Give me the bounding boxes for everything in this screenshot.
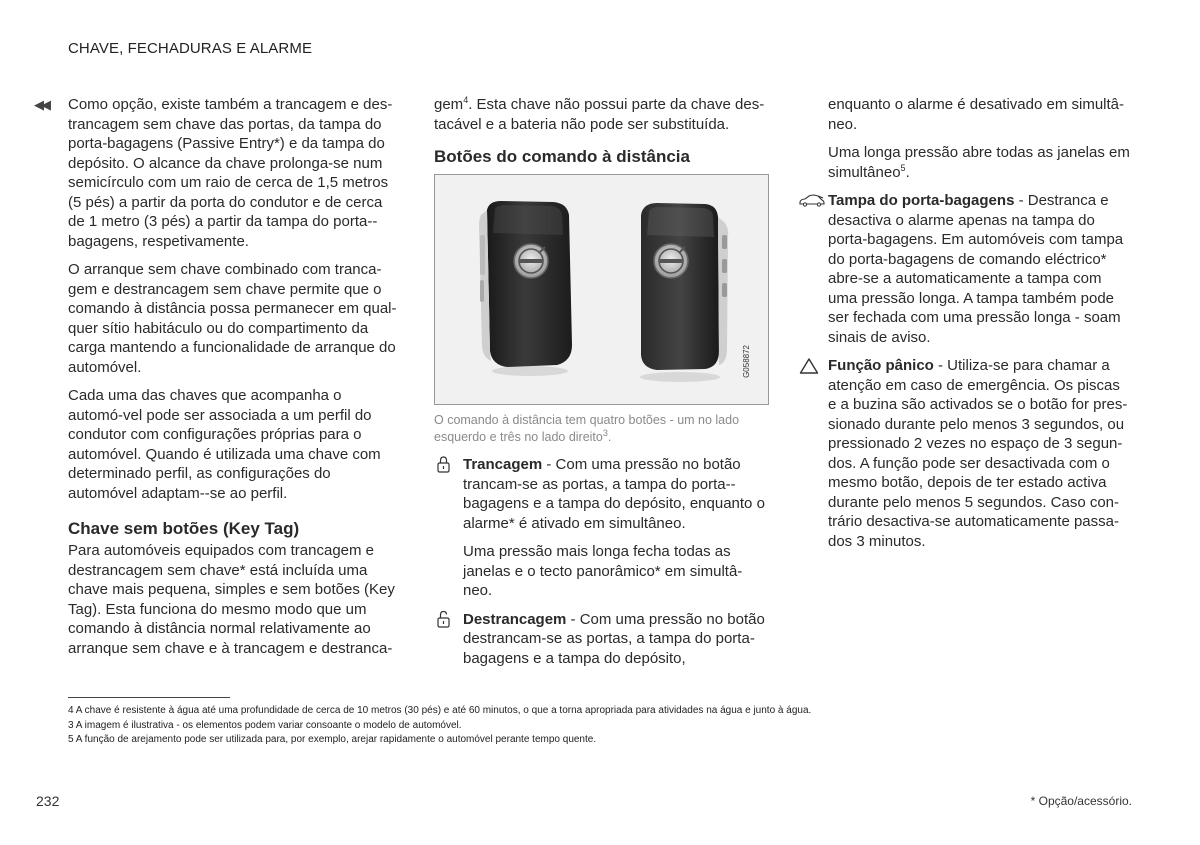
paragraph-driver-profile: Cada uma das chaves que acompanha o automó-vel pode ser associada a um perfil do condutor com configurações próprias para o automóvel. Quando é utilizada uma chave com determinado perfil, as configurações do automóvel adaptam--se ao perfil. [68, 387, 381, 502]
lock-text: - Com uma pressão no botão trancam-se as portas, a tampa do porta--bagagens e a tampa do depósito, enquanto o alarme* é ativado em simultâneo. [463, 456, 765, 532]
item-trunk [828, 191, 1132, 347]
heading-key-tag: Chave sem botões (Key Tag) [68, 519, 300, 538]
remote-key-illustration [435, 175, 768, 404]
page-header: CHAVE, FECHADURAS E ALARME [68, 40, 313, 57]
figure-caption: O comando à distância tem quatro botões - um no lado esquerdo e três no lado direito$^3$. [434, 413, 740, 444]
remote-key-figure [434, 174, 769, 405]
column-right [828, 95, 1132, 560]
item-panic [828, 356, 1132, 551]
paragraph-key-tag-cont: gem$^4$. Esta chave não possui parte da chave des-tacável e a bateria não pode ser substituída. [434, 95, 765, 133]
page-number: 232 [36, 793, 60, 809]
lock-title: Trancagem [463, 456, 543, 473]
footnote-3: 3 A imagem é ilustrativa - os elementos podem variar consoante o modelo de automóvel. [68, 719, 462, 731]
car-trunk-icon [798, 191, 826, 211]
paragraph-keyless-start: O arranque sem chave combinado com tranca-gem e destrancagem sem chave permite que o comando à distância possa permanecer em qual-quer sítio habitáculo ou do compartimento da carga mantendo a funcionalidade de arranque do automóvel. [68, 261, 397, 376]
paragraph-passive-entry: Como opção, existe também a trancagem e des-trancagem sem chave das portas, da tampa do porta-bagagens (Passive Entry*) e da tampa do depósito. O alcance da chave prolonga-se num semicírculo com um raio de cerca de 1,5 metros (5 pés) a partir da porta do condutor e de cerca de 1 metro (3 pés) a partir da tampa do porta--bagagens, respetivamente. [68, 96, 393, 250]
footnote-4: 4 A chave é resistente à água até uma profundidade de cerca de 10 metros (30 pés) e até 60 minutos, o que a torna apropriada para atividades na água e junto à água. [68, 705, 812, 716]
column-middle [434, 95, 770, 677]
figure-code: G058872 [741, 345, 751, 378]
footnote-5: 5 A função de arejamento pode ser utilizada para, por exemplo, arejar rapidamente o automóvel perante tempo quente. [68, 734, 597, 745]
heading-remote-buttons: Botões do comando à distância [434, 147, 690, 166]
warning-triangle-icon [798, 356, 820, 376]
continued-arrow-icon: ◀◀ [34, 97, 48, 112]
panic-title: Função pânico [828, 357, 934, 374]
unlock-icon [434, 610, 456, 630]
item-lock-long: Uma pressão mais longa fecha todas as janelas e o tecto panorâmico* em simultâ-neo. [463, 543, 743, 599]
item-lock [434, 455, 770, 533]
unlock-text: - Com uma pressão no botão destrancam-se as portas, a tampa do porta-bagagens e a tampa do depósito, [463, 610, 765, 667]
footnote-rule [68, 697, 230, 698]
panic-text: - Utiliza-se para chamar a atenção em caso de emergência. Os piscas e a buzina são activados se o botão for pres-sionado durante pelo menos 3 segundos, ou pressionado 2 vezes no espaço de 3 segun-dos. A função pode ser desactivada com o mesmo botão, depois de ter estado activa durante pelo menos 5 segundos. Caso con-trário desactiva-se automaticamente passa-dos 3 minutos. [828, 357, 1128, 550]
paragraph-unlock-cont: enquanto o alarme é desativado em simultâ-neo. [828, 96, 1125, 133]
optional-accessory-note: * Opção/acessório. [1030, 794, 1132, 808]
lock-icon [434, 455, 456, 475]
footnotes [68, 704, 1128, 748]
column-left [68, 95, 400, 667]
paragraph-long-press: Uma longa pressão abre todas as janelas em simultâneo$^5$. [828, 144, 1130, 181]
unlock-title: Destrancagem [463, 610, 567, 628]
paragraph-key-tag: Para automóveis equipados com trancagem e destrancagem sem chave* está incluída uma chave mais pequena, simples e sem botões (Key Tag). Esta funciona do mesmo modo que um comando à distância normal relativamente ao arranque sem chave e à trancagem e destranca- [68, 542, 395, 657]
trunk-title: Tampa do porta-bagagens [828, 192, 1015, 209]
item-unlock [434, 610, 770, 669]
trunk-text: - Destranca e desactiva o alarme apenas na tampa do porta-bagagens. Em automóveis com tampa do porta-bagagens de comando eléctrico* abre-se a automaticamente a tampa com uma pressão longa. A tampa também pode ser fechada com uma pressão longa - soam sinais de aviso. [828, 192, 1124, 346]
